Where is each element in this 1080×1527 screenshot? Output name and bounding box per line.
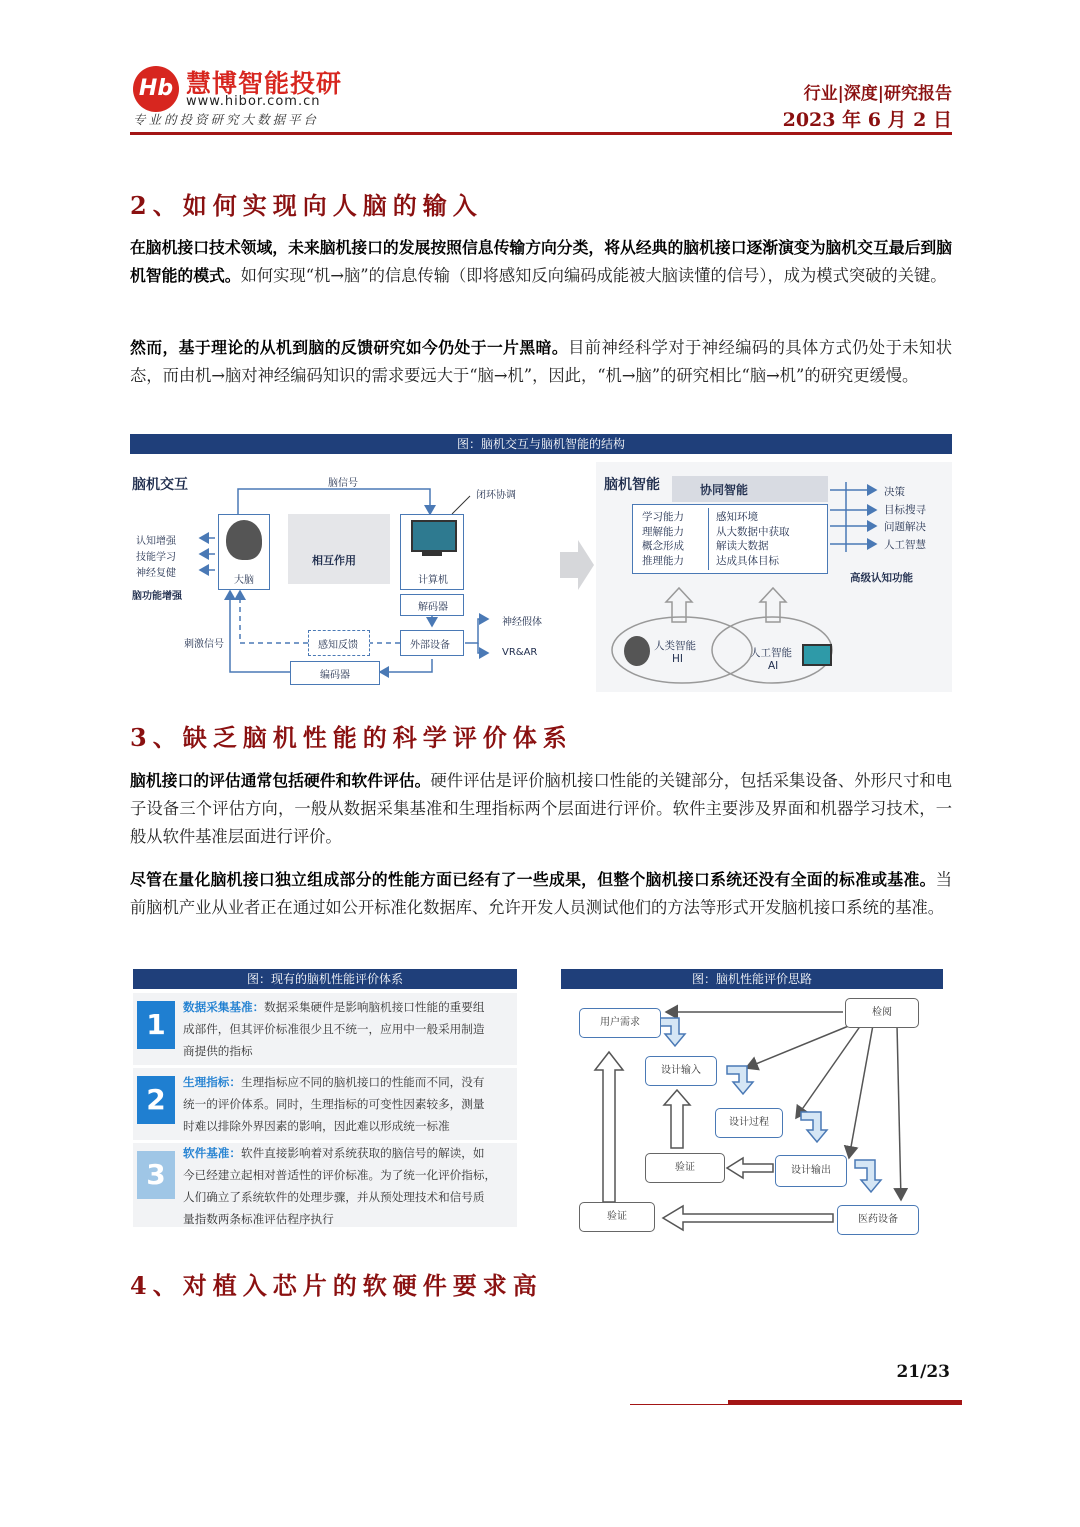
section-title: 3、缺乏脑机性能的科学评价体系 [130, 723, 573, 752]
label-prosthesis: 神经假体 [502, 617, 542, 628]
label-computer: 计算机 [418, 575, 448, 586]
logo-name: 慧博智能投研 [186, 69, 343, 98]
panel-title: 脑机智能 [604, 477, 660, 493]
step-number: 2 [137, 1076, 175, 1124]
page-number: 21/23 [896, 1362, 950, 1382]
label-closed-loop: 闭环协调 [476, 490, 516, 501]
collab-block [672, 476, 828, 502]
eval-item [133, 993, 517, 1065]
label-feedback: 感知反馈 [318, 640, 358, 651]
section-title: 2、如何实现向人脑的输入 [130, 191, 483, 220]
report-category: 行业|深度|研究报告 [803, 84, 952, 104]
label-brain-signal: 脑信号 [328, 478, 358, 489]
enhance-item: 技能学习 [136, 552, 176, 563]
computer-icon [802, 644, 832, 666]
step-text: 软件基准：软件直接影响着对系统获取的脑信号的解读，如 今已经建立起相对普适性的评价标准。为了统一化评价指标， 人们确立了系统软件的处理步骤，并从预处理技术和信号质 量指数两条标准评估程序执行 [183, 1146, 497, 1226]
output-item: 人工智慧 [884, 539, 926, 551]
label-brain: 大脑 [234, 575, 254, 586]
paragraph: 然而，基于理论的从机到脑的反馈研究如今仍处于一片黑暗。目前神经科学对于神经编码的具体方式仍处于未知状态，而由机→脑对神经编码知识的需求要远大于“脑→机”，因此，“机→脑”的研究相比“脑→机”的研究更缓慢。 [130, 338, 952, 385]
label-human: 人类智能 [654, 640, 696, 652]
section-title: 4、对植入芯片的软硬件要求高 [130, 1271, 543, 1300]
transition-arrow-icon [560, 540, 594, 590]
figure-caption: 图：现有的脑机性能评价体系 [133, 969, 517, 989]
interaction-block [288, 514, 390, 584]
node-verify: 验证 [645, 1153, 725, 1183]
label-ai-name: 人工智能 [750, 647, 792, 659]
logo-url[interactable]: www.hibor.com.cn [186, 94, 321, 109]
footer-line-thick [728, 1400, 962, 1404]
label-hi: HI [672, 653, 683, 665]
brain-icon [226, 520, 262, 560]
output-item: 目标搜寻 [884, 504, 926, 516]
node-user-needs: 用户需求 [579, 1008, 661, 1038]
label-external: 外部设备 [410, 640, 450, 651]
eval-item [133, 1068, 517, 1140]
paragraph: 在脑机接口技术领域，未来脑机接口的发展按照信息传输方向分类，将从经典的脑机接口逐渐演变为脑机交互最后到脑机智能的模式。如何实现“机→脑”的信息传输（即将感知反向编码成能被大脑读懂的信号），成为模式突破的关键。 [130, 238, 952, 285]
eval-item [133, 1143, 517, 1227]
footer-line [630, 1404, 962, 1405]
enhance-item: 认知增强 [136, 536, 176, 547]
step-number: 1 [137, 1001, 175, 1049]
node-medical-device: 医药设备 [837, 1205, 919, 1235]
label-enhance: 脑功能增强 [132, 591, 182, 602]
right-panel [596, 462, 952, 692]
head-icon [624, 636, 650, 666]
panel-title: 脑机交互 [132, 477, 188, 493]
left-panel [130, 456, 560, 692]
node-design-input: 设计输入 [645, 1056, 717, 1086]
label-interaction: 相互作用 [312, 554, 356, 567]
step-text: 数据采集基准：数据采集硬件是影响脑机接口性能的重要组 成部件，但其评价标准很少且不统一，应用中一般采用制造 商提供的指标 [183, 1000, 485, 1058]
paragraph: 尽管在量化脑机接口独立组成部分的性能方面已经有了一些成果，但整个脑机接口系统还没有全面的标准或基准。当前脑机产业从业者正在通过如公开标准化数据库、允许开发人员测试他们的方法等形式开发脑机接口系统的基准。 [130, 870, 952, 917]
output-item: 决策 [884, 486, 905, 498]
paragraph: 脑机接口的评估通常包括硬件和软件评估。硬件评估是评价脑机接口性能的关键部分，包括采集设备、外形尺寸和电子设备三个评估方向，一般从数据采集基准和生理指标两个层面进行评价。软件主要涉及界面和机器学习技术，一般从软件基准层面进行评价。 [130, 771, 952, 846]
output-item: 问题解决 [884, 521, 926, 533]
step-text: 生理指标：生理指标应不同的脑机接口的性能而不同，没有 统一的评价体系。同时，生理指标的可变性因素较多，测量 时难以排除外界因素的影响，因此难以形成统一标准 [183, 1075, 485, 1133]
label-decoder: 解码器 [418, 602, 448, 613]
monitor-icon [411, 520, 457, 552]
enhance-item: 神经复健 [136, 568, 176, 579]
node-review: 检阅 [845, 998, 919, 1028]
monitor-stand [422, 552, 442, 556]
logo-icon: Hb [133, 66, 179, 112]
label-collab: 协同智能 [700, 483, 749, 497]
header-divider [130, 132, 952, 135]
label-encoder: 编码器 [320, 670, 350, 681]
label-stimulus: 刺激信号 [184, 639, 224, 650]
step-number: 3 [137, 1151, 175, 1199]
label-ai: AI [768, 660, 779, 672]
report-date: 2023 年 6 月 2 日 [782, 109, 952, 131]
divider [708, 508, 709, 570]
ability-right: 感知环境 从大数据中获取 解读大数据 达成具体目标 [716, 511, 790, 567]
figure-caption: 图：脑机交互与脑机智能的结构 [130, 434, 952, 454]
logo-slogan: 专业的投资研究大数据平台 [133, 112, 320, 127]
figure-caption: 图：脑机性能评价思路 [561, 969, 943, 989]
node-verify: 验证 [579, 1202, 655, 1232]
node-design-output: 设计输出 [775, 1155, 847, 1187]
label-advanced: 高级认知功能 [850, 572, 913, 584]
node-design-process: 设计过程 [715, 1108, 783, 1138]
ability-left: 学习能力 理解能力 概念形成 推理能力 [642, 511, 684, 567]
label-vrar: VR&AR [502, 647, 538, 658]
